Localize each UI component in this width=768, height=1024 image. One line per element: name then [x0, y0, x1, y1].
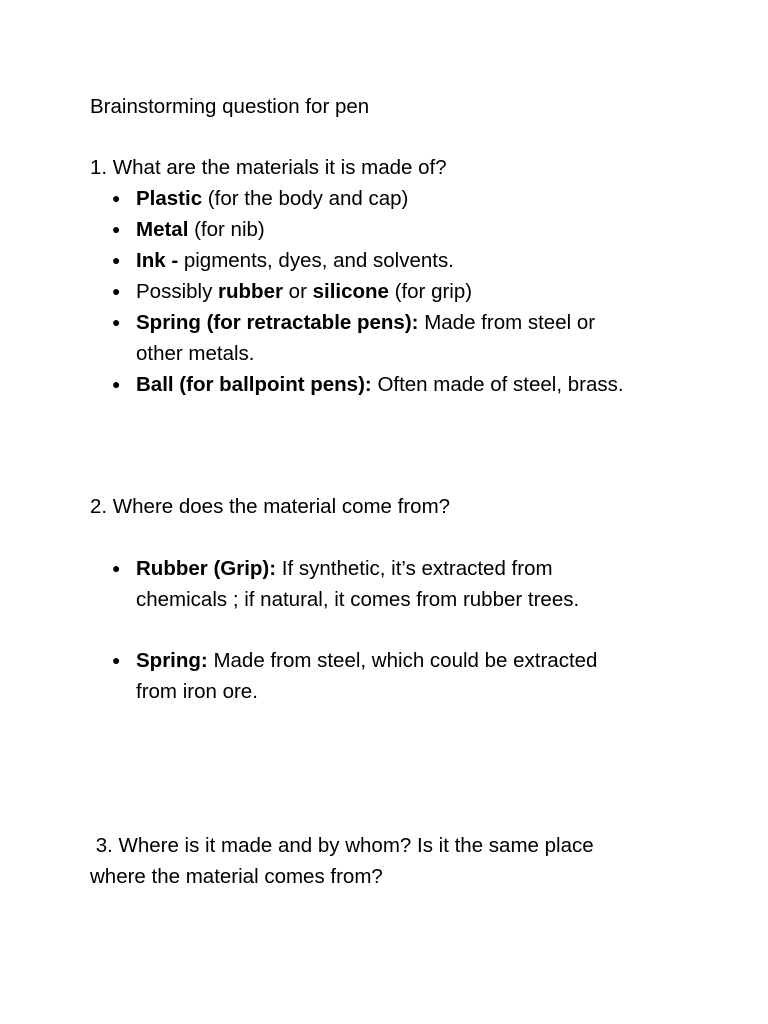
question-3-line-2: where the material comes from?	[90, 865, 383, 888]
list-item: ● Ball (for ballpoint pens): Often made of steel, brass.	[112, 369, 624, 400]
list-item: ● Ink - pigments, dyes, and solvents.	[112, 245, 624, 276]
list-item: ● Rubber (Grip): If synthetic, it’s extracted from chemicals ; if natural, it comes from rubber trees.	[112, 553, 579, 615]
bullet-icon: ●	[112, 560, 121, 576]
document-title: Brainstorming question for pen	[90, 95, 370, 118]
question-1: 1. What are the materials it is made of?	[90, 156, 447, 179]
bullet-icon: ●	[112, 283, 121, 299]
question-2: 2. Where does the material come from?	[90, 495, 451, 518]
list-item: ● Plastic (for the body and cap)	[112, 183, 624, 214]
list-item: ● Metal (for nib)	[112, 214, 624, 245]
bullet-icon: ●	[112, 252, 121, 268]
list-item: ● Spring (for retractable pens): Made from steel or other metals.	[112, 307, 624, 369]
list-item: ● Possibly rubber or silicone (for grip)	[112, 276, 624, 307]
question-3-line-1: 3. Where is it made and by whom? Is it the same place	[90, 834, 594, 857]
list-item: ● Spring: Made from steel, which could be extracted from iron ore.	[112, 645, 597, 707]
bullet-icon: ●	[112, 190, 121, 206]
bullet-icon: ●	[112, 314, 121, 330]
bullet-icon: ●	[112, 652, 121, 668]
bullet-icon: ●	[112, 221, 121, 237]
sources-list	[112, 553, 579, 615]
materials-list	[112, 183, 624, 400]
sources-list-2	[112, 645, 597, 707]
bullet-icon: ●	[112, 376, 121, 392]
